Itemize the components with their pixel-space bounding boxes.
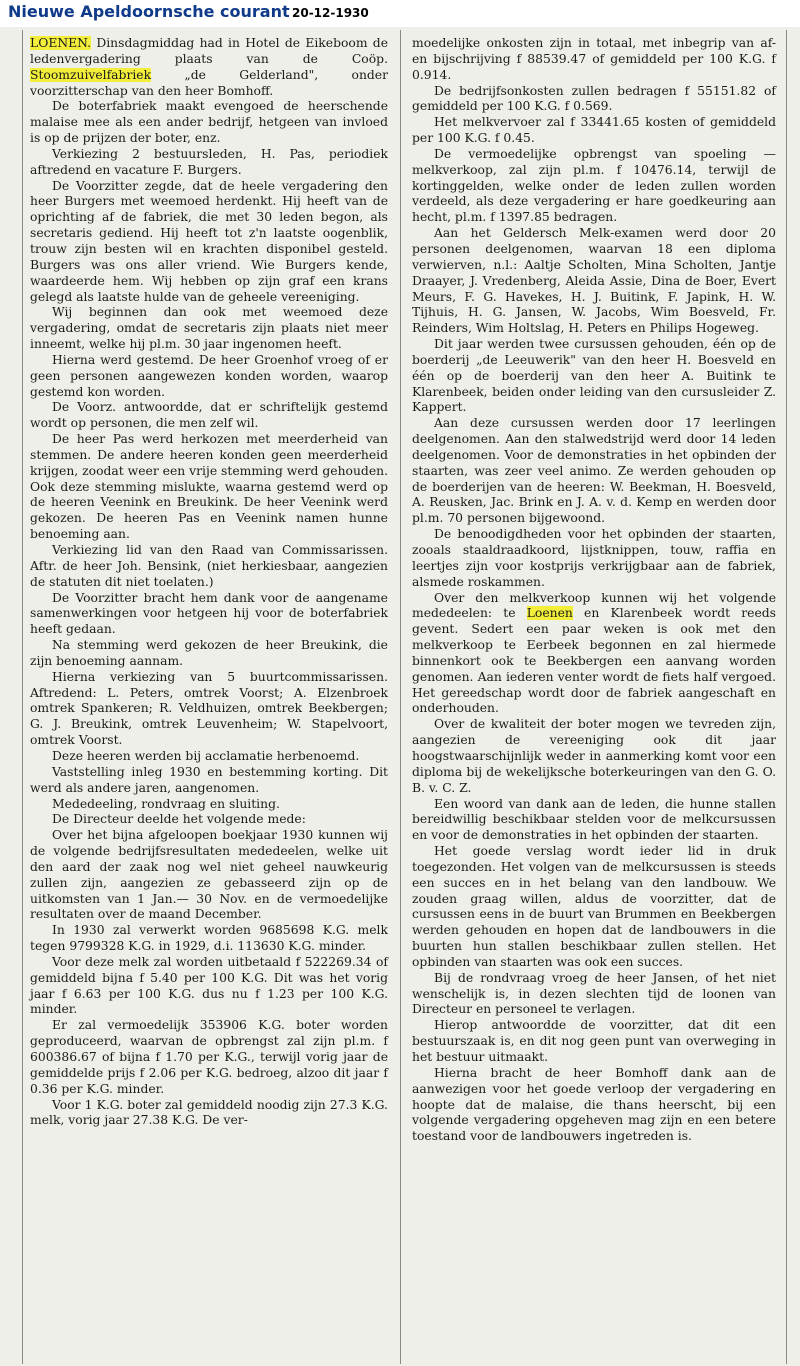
article-paragraph: De bedrijfsonkosten zullen bedragen f 55151.82 of gemiddeld per 100 K.G. f 0.569. bbox=[412, 83, 776, 114]
column-rule-middle bbox=[400, 30, 401, 1364]
article-paragraph: Deze heeren werden bij acclamatie herbenoemd. bbox=[52, 748, 360, 763]
article-paragraph: Verkiezing 2 bestuursleden, H. Pas, periodiek aftredend en vacature F. Burgers. bbox=[30, 146, 388, 177]
article-paragraph: Aan deze cursussen werden door 17 leerlingen deelgenomen. Aan den stalwedstrijd werd door 14 leden deelgenomen. Voor de demonstraties in het opbinden der staarten, was zeer veel animo. Ze werden gehouden op de boerderijen van de heeren: W. Beekman, H. Boesveld, A. Reusken, Jac. Brink en J. A. v. d. Kemp en werden door pl.m. 70 personen bijgewoond. bbox=[412, 416, 776, 526]
newspaper-title: Nieuwe Apeldoornsche courant bbox=[8, 2, 290, 21]
article-paragraph: Mededeeling, rondvraag en sluiting. bbox=[52, 796, 280, 811]
article-paragraph: Hierna verkiezing van 5 buurtcommissarissen. Aftredend: L. Peters, omtrek Voorst; A. Elzenbroek omtrek Spankeren; R. Veldhuizen, omtrek Beekbergen; G. J. Breukink, omtrek Leuvenheim; W. Stapelvoort, omtrek Voorst. bbox=[30, 669, 388, 748]
column-rule-left bbox=[22, 30, 23, 1364]
article-paragraph: Hierna bracht de heer Bomhoff dank aan de aanwezigen voor het goede verloop der vergadering en hoopte dat de malaise, die thans heerscht, bij een volgende vergadering opgeheven mag zijn en een betere toestand voor de landbouwers ingetreden is. bbox=[412, 1065, 776, 1144]
clipping-header bbox=[0, 0, 800, 27]
article-paragraph: Verkiezing lid van den Raad van Commissarissen. Aftr. de heer Joh. Bensink, (niet herkiesbaar, aangezien de statuten dit niet toelaten.) bbox=[30, 543, 388, 589]
article-paragraph: Hierop antwoordde de voorzitter, dat dit een bestuurszaak is, en dit nog geen punt van overweging in het bestuur uitmaakt. bbox=[412, 1018, 776, 1064]
article-paragraph: Hierna werd gestemd. De heer Groenhof vroeg of er geen personen aangewezen konden worden, waarop gestemd kon worden. bbox=[30, 352, 388, 399]
article-paragraph: Het goede verslag wordt ieder lid in druk toegezonden. Het volgen van de melkcursussen is steeds een succes en in het belang van den landbouw. We zouden graag willen, aldus de voorzitter, dat de cursussen eens in de buurt van Brummen en Beekbergen werden gehouden en hopen dat de landbouwers in die buurten hun stallen beschikbaar zullen stellen. Het opbinden van staarten was ook een succes. bbox=[412, 844, 776, 969]
column-rule-right bbox=[786, 30, 787, 1364]
article-paragraph: De Voorz. antwoordde, dat er schriftelijk gestemd wordt op personen, die men zelf wil. bbox=[30, 400, 388, 431]
article-paragraph: Bij de rondvraag vroeg de heer Jansen, of het niet wenschelijk is, in dezen slechten tijd de loonen van Directeur en personeel te verlagen. bbox=[412, 970, 776, 1017]
article-paragraph: De Voorzitter bracht hem dank voor de aangename samenwerkingen voor hetgeen hij voor de boterfabriek heeft gedaan. bbox=[30, 590, 388, 637]
article-paragraph: De heer Pas werd herkozen met meerderheid van stemmen. De andere heeren konden geen meerderheid krijgen, zoodat weer een vrije stemming werd gehouden. Ook deze stemming mislukte, waarna gestemd werd op de heeren Veenink en Breukink. De heer Veenink werd gekozen. De heeren Pas en Veenink namen hunne benoeming aan. bbox=[30, 432, 388, 542]
article-paragraph: LOENEN. Dinsdagmiddag had in Hotel de Eikeboom de ledenvergadering plaats van de Coöp. Stoomzuivelfabriek „de Gelderland", onder voorzitterschap van den heer Bomhoff. bbox=[30, 36, 388, 98]
article-paragraph: Het melkvervoer zal f 33441.65 kosten of gemiddeld per 100 K.G. f 0.45. bbox=[412, 115, 776, 146]
article-column-right bbox=[412, 36, 776, 1145]
publication-date: 20-12-1930 bbox=[292, 6, 369, 20]
article-paragraph: Over het bijna afgeloopen boekjaar 1930 kunnen wij de volgende bedrijfsresultaten mededeelen, welke uit den aard der zaak nog wel niet geheel nauwkeurig zullen zijn, aangezien ze gebasseerd zijn op de uitkomsten van 1 Jan.— 30 Nov. en de vermoedelijke resultaten over de maand December. bbox=[30, 828, 388, 922]
article-paragraph: Na stemming werd gekozen de heer Breukink, die zijn benoeming aannam. bbox=[30, 638, 388, 668]
article-paragraph: Dit jaar werden twee cursussen gehouden, één op de boerderij „de Leeuwerik" van den heer H. Boesveld en één op de boerderij van den heer A. Buitink te Klarenbeek, beiden onder leiding van den cursusleider Z. Kappert. bbox=[412, 337, 776, 415]
article-paragraph: Er zal vermoedelijk 353906 K.G. boter worden geproduceerd, waarvan de opbrengst zal zijn pl.m. f 600386.67 of bijna f 1.70 per K.G., terwijl vorig jaar de gemiddelde prijs f 2.06 per K.G. bedroeg, alzoo dit jaar f 0.36 per K.G. minder. bbox=[30, 1018, 388, 1096]
article-paragraph: Wij beginnen dan ook met weemoed deze vergadering, omdat de secretaris zijn plaats niet meer inneemt, welke hij pl.m. 30 jaar ingenomen heeft. bbox=[30, 305, 388, 352]
article-paragraph: De Directeur deelde het volgende mede: bbox=[52, 812, 306, 827]
highlight-stoomzuivelfabriek: Stoomzuivelfabriek bbox=[30, 67, 152, 82]
article-paragraph: De boterfabriek maakt evengoed de heerschende malaise mee als een ander bedrijf, hetgeen van invloed is op de prijzen der boter, enz. bbox=[30, 99, 388, 146]
highlight-loenen: LOENEN. bbox=[30, 36, 92, 50]
article-paragraph: Voor deze melk zal worden uitbetaald f 522269.34 of gemiddeld bijna f 5.40 per 100 K.G. Dit was het vorig jaar f 6.63 per 100 K.G. dus nu f 1.23 per 100 K.G. minder. bbox=[30, 954, 388, 1017]
article-paragraph: Een woord van dank aan de leden, die hunne stallen bereidwillig beschikbaar stelden voor de melkcursussen en voor de demonstraties in het opbinden der staarten. bbox=[412, 796, 776, 843]
article-paragraph: Vaststelling inleg 1930 en bestemming korting. Dit werd als andere jaren, aangenomen. bbox=[30, 764, 388, 795]
article-paragraph: In 1930 zal verwerkt worden 9685698 K.G. melk tegen 9799328 K.G. in 1929, d.i. 113630 K.G. minder. bbox=[30, 923, 388, 954]
article-paragraph: De vermoedelijke opbrengst van spoeling — melkverkoop, zal zijn pl.m. f 10476.14, terwijl de kortinggelden, welke onder de leden zullen worden verdeeld, als deze vergadering er hare goedkeuring aan hecht, pl.m. f 1397.85 bedragen. bbox=[412, 146, 776, 225]
article-paragraph: moedelijke onkosten zijn in totaal, met inbegrip van af- en bijschrijving f 88539.47 of gemiddeld per 100 K.G. f 0.914. bbox=[412, 36, 776, 82]
article-paragraph: Over de kwaliteit der boter mogen we tevreden zijn, aangezien de vereeniging ook dit jaar hoogstwaarschijnlijk weder in aanmerking komt voor een diploma bij de wekelijksche boterkeuringen van den G. O. B. v. C. Z. bbox=[412, 717, 776, 795]
article-column-left bbox=[30, 36, 388, 1129]
article-paragraph: Over den melkverkoop kunnen wij het volgende mededeelen: te Loenen en Klarenbeek wordt reeds gevent. Sedert een paar weken is ook met den melkverkoop te Eerbeek begonnen en zal hiermede binnenkort ook te Beekbergen een aanvang worden genomen. Aan iederen venter wordt de fiets half vergoed. Het gereedschap wordt door de fabriek aangeschaft en onderhouden. bbox=[412, 590, 777, 716]
highlight-loenen: Loenen bbox=[526, 606, 573, 621]
article-paragraph: De benoodigdheden voor het opbinden der staarten, zooals staaldraadkoord, lijstknippen, touw, raffia en leertjes zijn voor kostprijs verkrijgbaar aan de fabriek, alsmede roskammen. bbox=[412, 527, 776, 589]
article-paragraph: Aan het Geldersch Melk-examen werd door 20 personen deelgenomen, waarvan 18 een diploma verwierven, n.l.: Aaltje Scholten, Mina Scholten, Jantje Draayer, J. Vredenberg, Aleida Assie, Dina de Boer, Evert Meurs, F. G. Havekes, H. J. Buitink, F. Japink, H. W. Tijhuis, H. G. Jansen, W. Jacobs, Wim Boesveld, Fr. Reinders, Wim Holtslag, H. Peters en Philips Hogeweg. bbox=[412, 226, 776, 336]
article-paragraph: Voor 1 K.G. boter zal gemiddeld noodig zijn 27.3 K.G. melk, vorig jaar 27.38 K.G. De ver- bbox=[30, 1097, 388, 1128]
article-paragraph: De Voorzitter zegde, dat de heele vergadering den heer Burgers met weemoed herdenkt. Hij heeft van de oprichting af de fabriek, die met 30 leden begon, als secretaris gediend. Hij heeft tot z'n laatste oogenblik, trouw zijn besten wil en krachten disponibel gesteld. Burgers was ons aller vriend. Wie Burgers kende, waardeerde hem. Wij hebben op zijn graf een krans gelegd als laatste hulde van de geheele vereeniging. bbox=[30, 178, 388, 304]
